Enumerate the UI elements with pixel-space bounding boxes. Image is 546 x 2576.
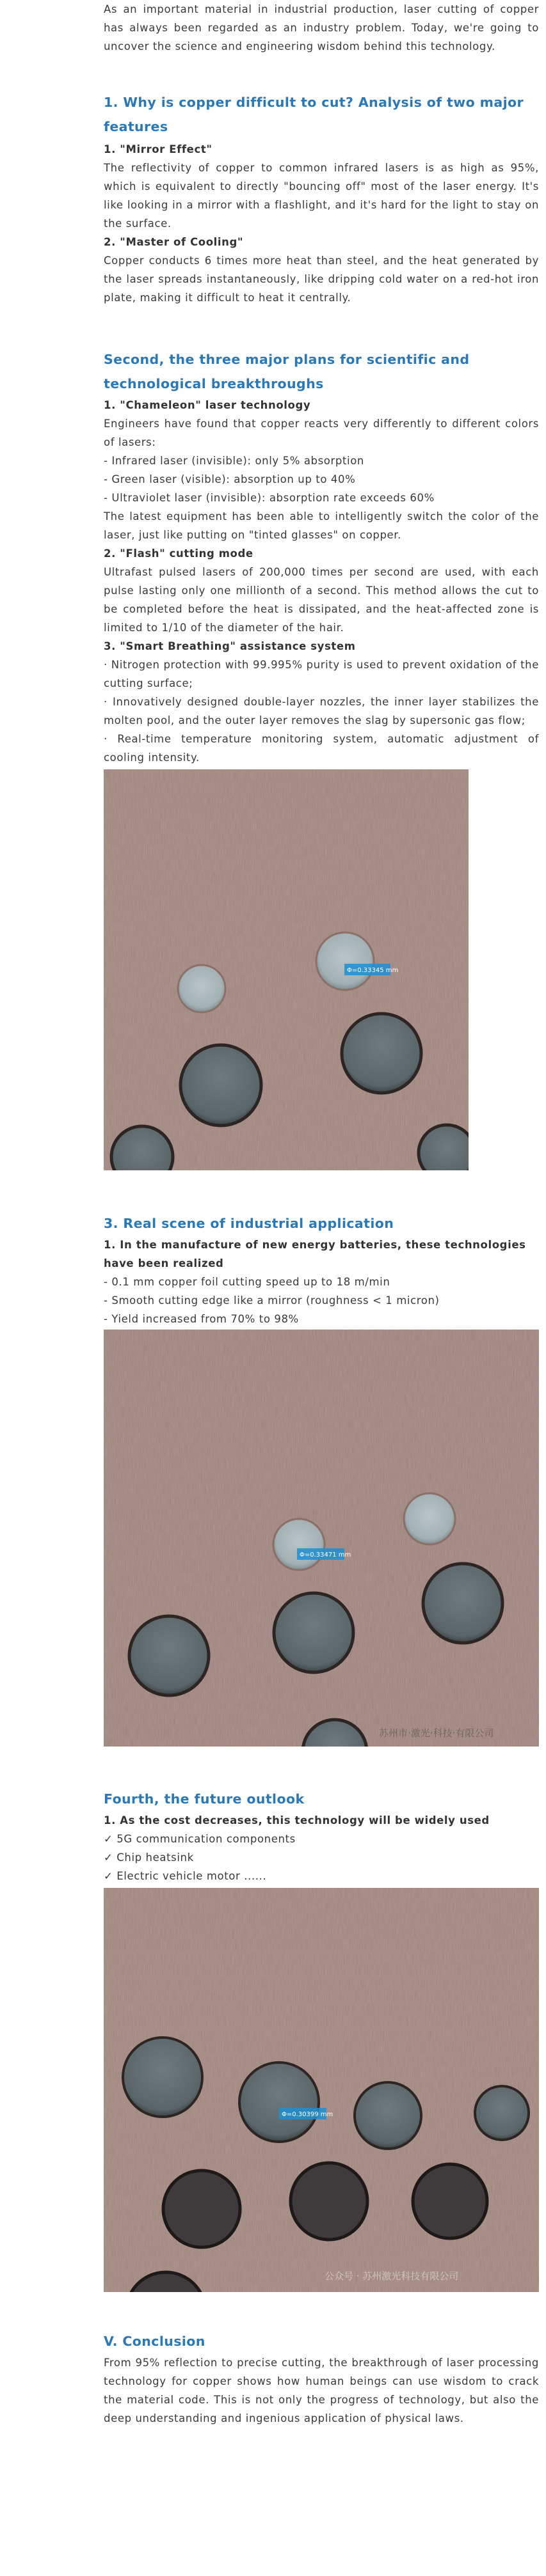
list-item: ✓ Electric vehicle motor ...... [104, 1870, 267, 1882]
section-1-point-2-text: Copper conducts 6 times more heat than steel, and the heat generated by the laser spreads instantaneously, like dripping cold water on a red-hot iron plate, making it difficult to heat it centrally. [104, 255, 539, 304]
section-2-point-2-title: 2. "Flash" cutting mode [104, 547, 253, 560]
section-2-title: Second, the three major plans for scientific and technological breakthroughs [104, 352, 470, 391]
watermark-text: 公众号 · 苏州激光科技有限公司 [325, 2270, 459, 2282]
section-4-title: Fourth, the future outlook [104, 1791, 305, 1807]
section-1-point-1-text: The reflectivity of copper to common infrared lasers is as high as 95%, which is equivalent to directly "bouncing off" most of the laser energy. It's like looking in a mirror with a flashlight, and it's hard for the light to stay on the surface. [104, 162, 539, 230]
list-item: ✓ Chip heatsink [104, 1851, 194, 1864]
section-2-point-3-title: 3. "Smart Breathing" assistance system [104, 640, 356, 652]
measurement-label: Φ=0.30399 mm [282, 2111, 333, 2118]
section-4-point-1-title: 1. As the cost decreases, this technology will be widely used [104, 1814, 490, 1826]
section-1-point-1-title: 1. "Mirror Effect" [104, 143, 213, 155]
section-5-title: V. Conclusion [104, 2334, 205, 2349]
section-2-point-1-title: 1. "Chameleon" laser technology [104, 399, 311, 411]
measurement-label: Φ=0.33345 mm [347, 967, 399, 974]
section-1-point-2-title: 2. "Master of Cooling" [104, 236, 244, 248]
article [104, 0, 539, 2428]
list-item: - Smooth cutting edge like a mirror (roughness < 1 micron) [104, 1294, 440, 1307]
list-item: - Infrared laser (invisible): only 5% absorption [104, 455, 364, 467]
section-3-point-1-title: 1. In the manufacture of new energy batteries, these technologies have been realized [104, 1239, 526, 1269]
list-item: - Ultraviolet laser (invisible): absorption rate exceeds 60% [104, 492, 435, 504]
list-item: - Yield increased from 70% to 98% [104, 1313, 299, 1325]
section-1-title: 1. Why is copper difficult to cut? Analysis of two major features [104, 95, 524, 134]
micrograph-photo-1 [104, 769, 469, 1170]
section-3-title: 3. Real scene of industrial application [104, 1216, 394, 1231]
list-item: ✓ 5G communication components [104, 1833, 296, 1845]
list-item: · Nitrogen protection with 99.995% purity is used to prevent oxidation of the cutting surface; [104, 659, 539, 689]
intro-paragraph: As an important material in industrial production, laser cutting of copper has always been regarded as an industry problem. Today, we're going to uncover the science and engineering wisdom behind this technology. [104, 3, 539, 52]
section-2-point-1-after: The latest equipment has been able to intelligently switch the color of the laser, just like putting on "tinted glasses" on copper. [104, 510, 539, 541]
conclusion-text: From 95% reflection to precise cutting, the breakthrough of laser processing technology for copper shows how human beings can use wisdom to crack the material code. This is not only the progress of technology, but also the deep understanding and ingenious application of physical laws. [104, 2357, 539, 2424]
section-2-point-2-text: Ultrafast pulsed lasers of 200,000 times per second are used, with each pulse lasting only one millionth of a second. This method allows the cut to be completed before the heat is dissipated, and the heat-affected zone is limited to 1/10 of the diameter of the hair. [104, 566, 539, 634]
section-2-point-1-text: Engineers have found that copper reacts very differently to different colors of lasers: [104, 418, 539, 448]
measurement-label: Φ=0.33471 mm [300, 1551, 351, 1559]
list-item: · Real-time temperature monitoring system, automatic adjustment of cooling intensity. [104, 733, 539, 764]
micrograph-photo-2 [104, 1330, 539, 1747]
micrograph-photo-3 [104, 1888, 539, 2292]
list-item: - Green laser (visible): absorption up to 40% [104, 473, 356, 485]
watermark-text: 苏州市·激光·科技·有限公司 [379, 1727, 494, 1739]
list-item: - 0.1 mm copper foil cutting speed up to 18 m/min [104, 1276, 390, 1288]
list-item: · Innovatively designed double-layer nozzles, the inner layer stabilizes the molten pool, and the outer layer removes the slag by supersonic gas flow; [104, 696, 539, 726]
